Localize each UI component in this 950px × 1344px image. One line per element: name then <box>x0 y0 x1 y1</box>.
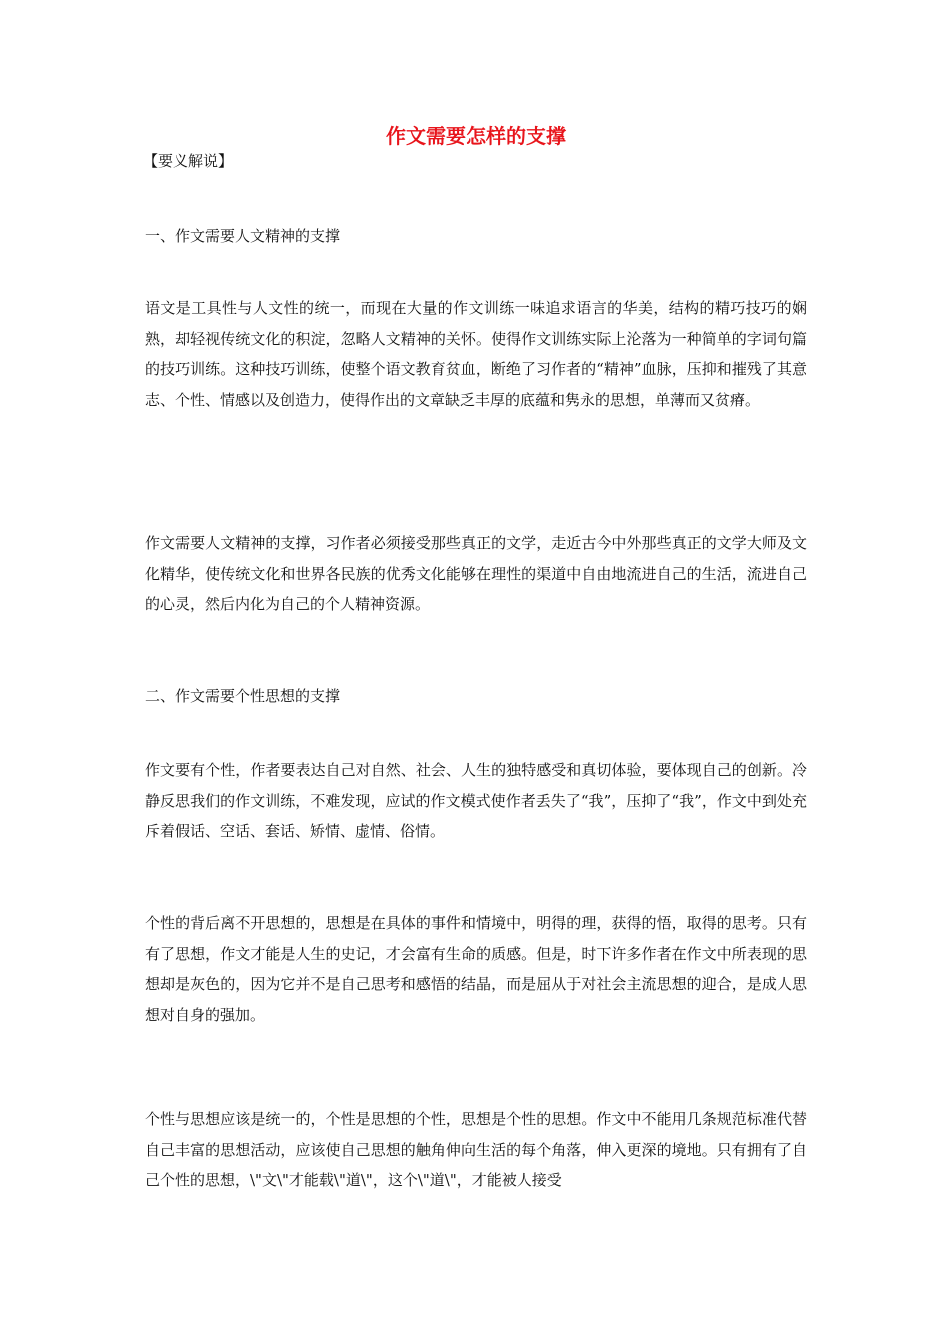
paragraph-1: 语文是工具性与人文性的统一，而现在大量的作文训练一味追求语言的华美，结构的精巧技巧的娴熟，却轻视传统文化的积淀，忽略人文精神的关怀。使得作文训练实际上沦落为一种简单的字词句篇的技巧训练。这种技巧训练，使整个语文教育贫血，断绝了习作者的“精神”血脉，压抑和摧残了其意志、个性、情感以及创造力，使得作出的文章缺乏丰厚的底蕴和隽永的思想，单薄而又贫瘠。 <box>145 299 807 409</box>
paragraph-5: 个性与思想应该是统一的，个性是思想的个性，思想是个性的思想。作文中不能用几条规范标准代替自己丰富的思想活动，应该使自己思想的触角伸向生活的每个角落，伸入更深的境地。只有拥有了自己个性的思想，\"文\"才能载\"道\"，这个\"道\"，才能被人接受 <box>145 1110 807 1189</box>
section-label: 【要义解说】 <box>143 152 234 170</box>
document-title: 作文需要怎样的支撑 <box>386 124 566 148</box>
section-heading-1: 一、作文需要人文精神的支撑 <box>145 227 341 245</box>
paragraph-4: 个性的背后离不开思想的，思想是在具体的事件和情境中，明得的理，获得的悟，取得的思考。只有有了思想，作文才能是人生的史记，才会富有生命的质感。但是，时下许多作者在作文中所表现的思想却是灰色的，因为它并不是自己思考和感悟的结晶，而是屈从于对社会主流思想的迎合，是成人思想对自身的强加。 <box>145 914 807 1024</box>
paragraph-3: 作文要有个性，作者要表达自己对自然、社会、人生的独特感受和真切体验，要体现自己的创新。冷静反思我们的作文训练，不难发现，应试的作文模式使作者丢失了“我”，压抑了“我”，作文中到处充斥着假话、空话、套话、矫情、虚情、俗情。 <box>145 761 807 840</box>
paragraph-2: 作文需要人文精神的支撑，习作者必须接受那些真正的文学，走近古今中外那些真正的文学大师及文化精华，使传统文化和世界各民族的优秀文化能够在理性的渠道中自由地流进自己的生活，流进自己的心灵，然后内化为自己的个人精神资源。 <box>145 534 807 613</box>
section-heading-2: 二、作文需要个性思想的支撑 <box>145 687 341 705</box>
